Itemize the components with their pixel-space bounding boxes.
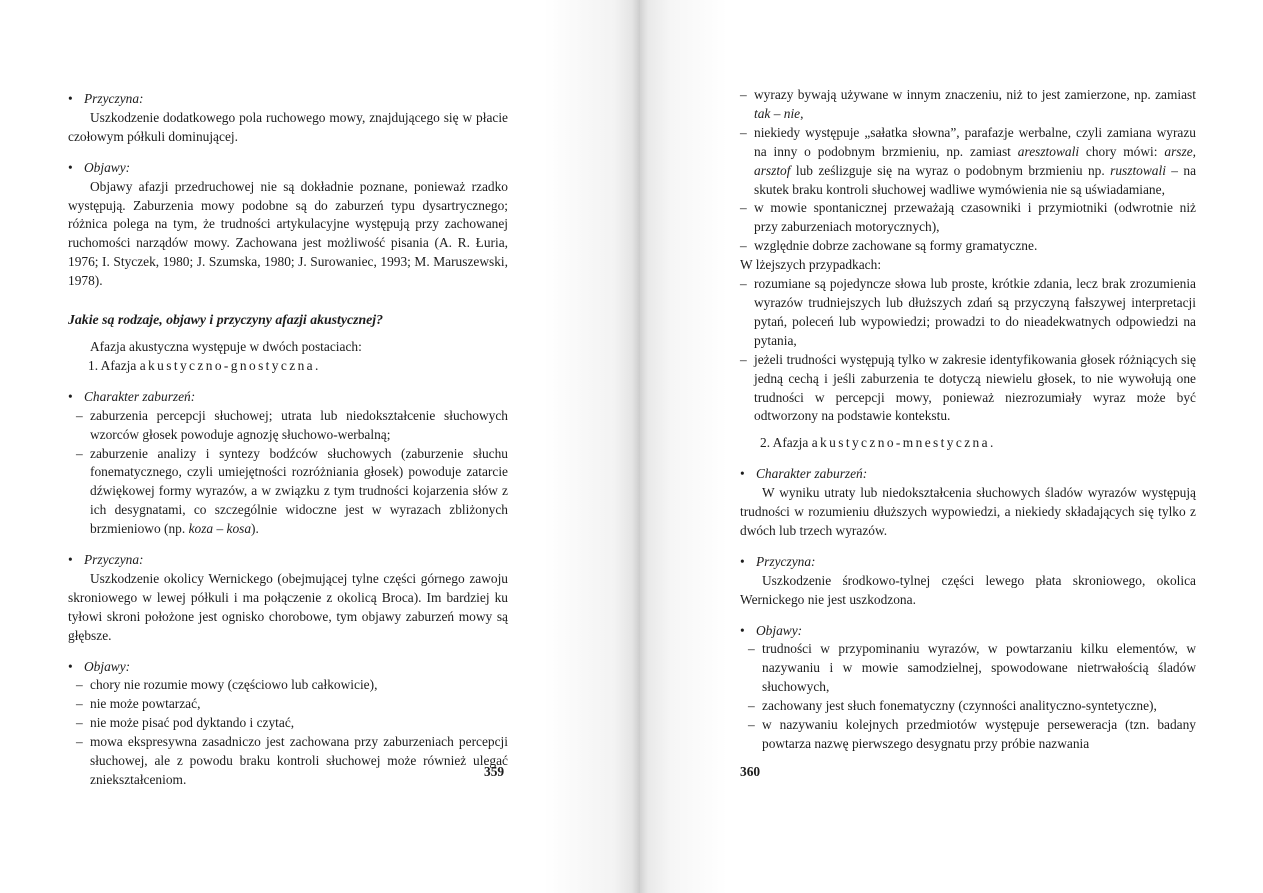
type-1-name: akustyczno-gnostyczna (139, 357, 316, 373)
charakter-example-end: ). (251, 521, 259, 537)
type-2-line (740, 434, 1196, 453)
page-number: 360 (740, 764, 761, 779)
charakter-text: W wyniku utraty lub niedokształcenia słuchowych śladów wyrazów występują trudności w rozumieniu dłuższych wypowiedzi, a niekiedy składających się tylko z dwóch lub trzech wyrazów. (740, 485, 1196, 538)
objawy-item: – chory nie rozumie mowy (częściowo lub całkowicie), (68, 676, 508, 695)
objawy-item: – zachowany jest słuch fonematyczny (czynności analityczno-syntetyczne), (740, 697, 1196, 716)
objawy-item: – nie może powtarzać, (68, 695, 508, 714)
list-item-text: , (800, 105, 804, 121)
charakter-heading: • Charakter zaburzeń: (740, 465, 1196, 484)
charakter-example: koza – kosa (188, 521, 252, 537)
type-1-suffix: . (315, 357, 319, 373)
page-number: 359 (484, 764, 505, 779)
left-page-content (68, 86, 508, 790)
list-item (740, 124, 1196, 200)
type-2-suffix: . (990, 435, 994, 451)
objawy-item: – w nazywaniu kolejnych przedmiotów występuje perseweracja (tzn. badany powtarza nazwę pierwszego desygnatu przy próbie nazwania (740, 716, 1196, 754)
przyczyna-text: Uszkodzenie okolicy Wernickego (obejmującej tylne części górnego zawoju skroniowego w lewej półkuli i ma połączenie z okolicą Broca). Im bardziej ku tyłowi skroni położone jest ognisko chorobowe, tym objawy zaburzeń mowy są głębsze. (68, 570, 508, 643)
charakter-item (68, 445, 508, 540)
example-word: rusztowali (1110, 162, 1166, 178)
example-word: aresztowali (1017, 143, 1080, 159)
list-item (740, 86, 1196, 124)
lighter-cases-label: W lżejszych przypadkach: (740, 257, 882, 273)
example-word: arsze, arsztof (754, 143, 1196, 178)
przyczyna-heading: • Przyczyna: (68, 90, 508, 109)
list-item-text: chory mówi: (1079, 143, 1165, 159)
objawy-heading: • Objawy: (740, 622, 1196, 641)
right-page-content (740, 86, 1196, 754)
list-item-text: lub ześlizguje się na wyraz o podobnym brzmieniu np. (790, 162, 1111, 178)
list-item-text: wyrazy bywają używane w innym znaczeniu, niż to jest zamierzone, np. zamiast (754, 87, 1196, 102)
type-2-prefix: 2. Afazja (760, 435, 812, 451)
przyczyna-text: Uszkodzenie dodatkowego pola ruchowego mowy, znajdującego się w płacie czołowym półkuli dominującej. (68, 109, 508, 144)
list-item-text: – na skutek braku kontroli słuchowej wadliwe wymówienia nie są uświadamiane, (754, 162, 1197, 197)
charakter-item-text: zaburzenie analizy i syntezy bodźców słuchowych (zaburzenie słuchu fonematycznego, czyli umiejętności rozróżniania głosek) powoduje zatarcie dźwiękowej formy wyrazów, a w związku z tym trudności kojarzenia słów z ich desygnatami, co szczególnie widoczne jest w wyrazach zbliżonych brzmieniowo (np. (90, 445, 508, 537)
charakter-heading: • Charakter zaburzeń: (68, 388, 508, 407)
list-item-text: niekiedy występuje „sałatka słowna”, parafazje werbalne, czyli zamiana wyrazu na inny o podobnym brzmieniu, np. zamiast (754, 124, 1196, 159)
przyczyna-heading: • Przyczyna: (740, 553, 1196, 572)
example-word: tak – nie (754, 105, 801, 121)
list-item: – względnie dobrze zachowane są formy gramatyczne. (740, 237, 1196, 256)
objawy-item: – trudności w przypominaniu wyrazów, w powtarzaniu kilku elementów, w nazywaniu i w mowie samodzielnej, spowodowane nietrwałością śladów słuchowych, (740, 640, 1196, 697)
objawy-item: – nie może pisać pod dyktando i czytać, (68, 714, 508, 733)
book-gutter (632, 0, 648, 893)
przyczyna-heading: • Przyczyna: (68, 551, 508, 570)
type-2-name: akustyczno-mnestyczna (811, 435, 990, 451)
list-item: – jeżeli trudności występują tylko w zakresie identyfikowania głosek różniących się jedną cechą i jeśli zaburzenia te dotyczą niewielu głosek, to nie wywołują one trudności w percepcji mowy, ponieważ niezrozumiały wyraz może być odtworzony na podstawie kontekstu. (740, 351, 1196, 427)
objawy-heading: • Objawy: (68, 658, 508, 677)
type-1-prefix: 1. Afazja (88, 357, 140, 373)
right-page (640, 0, 1263, 893)
objawy-heading: • Objawy: (68, 159, 508, 178)
przyczyna-text: Uszkodzenie środkowo-tylnej części lewego płata skroniowego, okolica Wernickego nie jest uszkodzona. (740, 572, 1196, 607)
list-item: – w mowie spontanicznej przeważają czasowniki i przymiotniki (odwrotnie niż przy zaburzeniach motorycznych), (740, 199, 1196, 237)
charakter-item: – zaburzenia percepcji słuchowej; utrata lub niedokształcenie słuchowych wzorców głosek powoduje agnozję słuchowo-werbalną; (68, 407, 508, 445)
list-item: – rozumiane są pojedyncze słowa lub proste, krótkie zdania, lecz brak zrozumienia wyrazów trudniejszych lub dłuższych zdań są przyczyną fałszywej interpretacji pytań, poleceń lub wypowiedzi; prowadzi to do nieadekwatnych odpowiedzi na pytania, (740, 275, 1196, 351)
type-1-line (68, 357, 508, 376)
objawy-text: Objawy afazji przedruchowej nie są dokładnie poznane, ponieważ rzadko występują. Zaburzenia mowy podobne są do zaburzeń typu dysartrycznego; różnica polega na tym, że trudności artykulacyjne występują przy zachowanej ruchomości narządów mowy. Zachowana jest możliwość pisania (A. R. Łuria, 1976; I. Styczek, 1980; J. Szumska, 1980; J. Surowaniec, 1993; M. Maruszewski, 1978). (68, 178, 508, 289)
section-question: Jakie są rodzaje, objawy i przyczyny afazji akustycznej? (68, 312, 384, 328)
objawy-item: – mowa ekspresywna zasadniczo jest zachowana przy zaburzeniach percepcji słuchowej, ale z powodu braku kontroli słuchowej może również ulegać zniekształceniom. (68, 733, 508, 790)
intro-text: Afazja akustyczna występuje w dwóch postaciach: (90, 338, 362, 354)
